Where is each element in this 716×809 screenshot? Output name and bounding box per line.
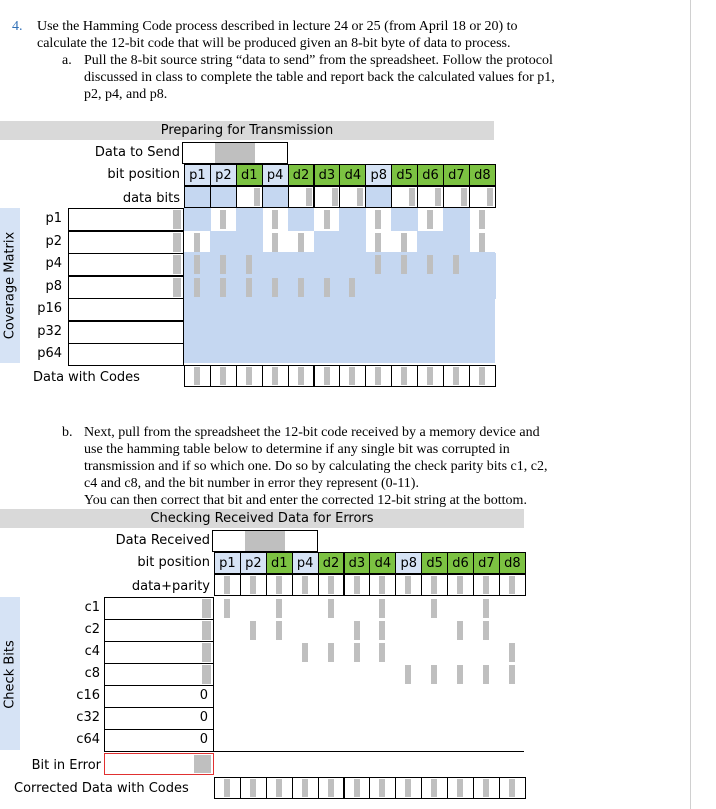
data-parity-label: data+parity <box>131 579 210 594</box>
coverage-gap-2-p8 <box>375 233 381 252</box>
bit-position-p4: p4 <box>292 552 319 574</box>
part-a-line-1: Pull the 8-bit source string “data to send” from the spreadsheet. Follow the protocol <box>84 53 553 68</box>
coverage-gap-8-p4 <box>272 278 278 297</box>
coverage-2-d1 <box>236 231 263 254</box>
coverage-gap-4-d6 <box>427 255 433 274</box>
coverage-gap-1-p8 <box>375 210 381 229</box>
bit-position-p8: p8 <box>365 164 392 186</box>
check-mark-2-d3 <box>354 621 360 640</box>
intro-line-1: Use the Hamming Code process described in lecture 24 or 25 (from April 18 or 20) to <box>37 19 518 34</box>
data-bit-value-d3 <box>332 188 338 206</box>
coverage-gap-1-p4 <box>272 210 278 229</box>
data-parity-value-d2 <box>328 576 334 594</box>
bit-position-d8: d8 <box>499 552 526 574</box>
data-to-send-label: Data to Send <box>94 145 180 160</box>
code-value-d1 <box>276 779 282 797</box>
data-bit-value-d4 <box>357 188 363 206</box>
code-value-d6 <box>427 367 433 385</box>
check-mark-8-d7 <box>483 665 489 684</box>
check-bar-c4 <box>202 643 211 662</box>
check-mark-8-d5 <box>431 665 437 684</box>
coverage-gap-2-d2 <box>298 233 304 252</box>
code-value-d8 <box>479 367 485 385</box>
check-mark-4-d3 <box>354 643 360 662</box>
coverage-gap-4-d5 <box>401 255 407 274</box>
row-value-bar-p4 <box>173 255 181 274</box>
check-bar-c2 <box>202 621 211 640</box>
data-parity-value-p1 <box>224 576 230 594</box>
code-value-d4 <box>349 367 355 385</box>
bit-position-d3: d3 <box>344 552 371 574</box>
coverage-gap-1-d3 <box>324 210 330 229</box>
bit-position-d2: d2 <box>318 552 345 574</box>
row-value-p1[interactable] <box>68 208 184 231</box>
coverage-1-d4 <box>339 208 366 231</box>
coverage-2-d4 <box>339 231 366 254</box>
data-bit-cell-p2[interactable] <box>210 186 237 208</box>
data-parity-value-d7 <box>483 576 489 594</box>
check-value-c8[interactable] <box>104 663 214 686</box>
bit-position-d8: d8 <box>469 164 496 186</box>
intro-line-2: calculate the 12-bit code that will be produced given an 8-bit byte of data to process. <box>37 36 511 51</box>
check-mark-1-d2 <box>328 599 334 618</box>
coverage-gap-4-p2 <box>220 255 226 274</box>
bit-position-d2: d2 <box>288 164 315 186</box>
code-value-d3 <box>324 367 330 385</box>
data-bit-value-d6 <box>435 188 441 206</box>
bit-position-p4: p4 <box>262 164 289 186</box>
row-label-p1: p1 <box>45 211 62 226</box>
row-value-p64[interactable] <box>68 343 184 366</box>
check-mark-2-p2 <box>250 621 256 640</box>
check-mark-1-p1 <box>224 599 230 618</box>
check-label-c16: c16 <box>76 688 100 703</box>
coverage-2-d7 <box>443 231 470 254</box>
bit-position-d3: d3 <box>314 164 341 186</box>
bit-position-d7: d7 <box>443 164 470 186</box>
code-value-p8 <box>405 779 411 797</box>
data-bit-value-d8 <box>487 188 493 206</box>
check-number-c64: 0 <box>199 732 208 747</box>
coverage-4-d3 <box>314 253 341 276</box>
coverage-2-d3 <box>314 231 341 254</box>
data-bits-label: data bits <box>122 191 180 206</box>
data-parity-value-d6 <box>457 576 463 594</box>
check-mark-2-d6 <box>457 621 463 640</box>
coverage-gap-4-p8 <box>375 255 381 274</box>
coverage-gap-4-d7 <box>453 255 459 274</box>
check-mark-2-d7 <box>483 621 489 640</box>
check-bits-label: Check Bits <box>2 640 18 709</box>
part-b-line-2: use the hamming table below to determine if any single bit was corrupted in <box>84 442 510 457</box>
page-edge <box>690 0 691 809</box>
coverage-8-d8 <box>469 276 496 299</box>
check-mark-1-d1 <box>276 599 282 618</box>
coverage-2-d6 <box>417 231 444 254</box>
row-value-p2[interactable] <box>68 231 184 254</box>
data-parity-value-d8 <box>509 576 515 594</box>
data-to-send-value <box>215 143 255 163</box>
part-b-line-4: c4 and c8, and the bit number in error they represent (0-11). <box>84 476 419 491</box>
coverage-1-p1 <box>184 208 211 231</box>
check-mark-1-d5 <box>431 599 437 618</box>
check-label-c1: c1 <box>84 600 100 615</box>
bit-position-d4: d4 <box>369 552 396 574</box>
bit-position-d6: d6 <box>417 164 444 186</box>
table-b-bottom-rule <box>214 751 524 752</box>
check-label-c2: c2 <box>84 622 100 637</box>
data-parity-value-d5 <box>431 576 437 594</box>
coverage-2-p2 <box>210 231 237 254</box>
coverage-gap-8-p2 <box>220 278 226 297</box>
bit-position-d4: d4 <box>339 164 366 186</box>
code-value-d5 <box>431 779 437 797</box>
check-bar-c1 <box>202 599 211 618</box>
coverage-gap-4-p1 <box>194 255 200 274</box>
coverage-1-d1 <box>236 208 263 231</box>
code-value-p8 <box>375 367 381 385</box>
coverage-matrix-label: Coverage Matrix <box>2 231 18 340</box>
check-mark-4-d2 <box>328 643 334 662</box>
corrected-data-label: Corrected Data with Codes <box>14 781 189 796</box>
coverage-gap-1-d6 <box>427 210 433 229</box>
coverage-gap-8-d4 <box>349 278 355 297</box>
bit-position-p2: p2 <box>240 552 267 574</box>
part-b-line-3: transmission and if so which one. Do so by calculating the check parity bits c1, c2, <box>84 459 548 474</box>
code-value-d1 <box>246 367 252 385</box>
bit-position-p1: p1 <box>214 552 241 574</box>
data-bit-value-d1 <box>254 188 260 206</box>
check-mark-1-d7 <box>483 599 489 618</box>
coverage-gap-2-d5 <box>401 233 407 252</box>
check-mark-2-d4 <box>379 621 385 640</box>
part-a-line-2: discussed in class to complete the table and report back the calculated values for p1, <box>84 70 555 85</box>
part-a-line-3: p2, p4, and p8. <box>84 87 168 102</box>
table-b-title: Checking Received Data for Errors <box>0 509 524 528</box>
code-value-p1 <box>194 367 200 385</box>
bit-position-label-a: bit position <box>107 167 180 182</box>
coverage-1-d5 <box>391 208 418 231</box>
bit-position-label-b: bit position <box>137 555 210 570</box>
row-label-p64: p64 <box>37 346 62 361</box>
data-bit-value-d2 <box>306 188 312 206</box>
coverage-4-p4 <box>262 253 289 276</box>
code-value-d8 <box>509 779 515 797</box>
code-value-p2 <box>250 779 256 797</box>
coverage-gap-2-p4 <box>272 233 278 252</box>
check-label-c64: c64 <box>76 732 100 747</box>
check-mark-2-d1 <box>276 621 282 640</box>
part-b-line-5: You can then correct that bit and enter the corrected 12-bit string at the bottom. <box>84 493 527 508</box>
check-label-c8: c8 <box>84 666 100 681</box>
check-value-c1[interactable] <box>104 597 214 620</box>
coverage-8-d7 <box>443 276 470 299</box>
data-parity-value-d3 <box>354 576 360 594</box>
data-parity-value-d1 <box>276 576 282 594</box>
question-number: 4. <box>12 19 23 34</box>
bit-position-d5: d5 <box>391 164 418 186</box>
check-label-c32: c32 <box>76 710 100 725</box>
row-value-bar-p1 <box>173 210 181 229</box>
coverage-gap-1-d8 <box>479 210 485 229</box>
code-value-d6 <box>457 779 463 797</box>
bit-position-d5: d5 <box>421 552 448 574</box>
code-value-d7 <box>453 367 459 385</box>
code-value-d7 <box>483 779 489 797</box>
check-bar-c8 <box>202 665 211 684</box>
coverage-gap-8-d3 <box>324 278 330 297</box>
coverage-gap-8-p1 <box>194 278 200 297</box>
part-b-line-1: Next, pull from the spreadsheet the 12-bit code received by a memory device and <box>84 425 540 440</box>
row-value-p4[interactable] <box>68 253 184 276</box>
bit-position-p1: p1 <box>184 164 211 186</box>
row-label-p32: p32 <box>37 323 62 339</box>
check-value-c4[interactable] <box>104 641 214 664</box>
data-bit-cell-p4[interactable] <box>262 186 289 208</box>
bit-in-error-value <box>194 755 211 773</box>
data-bit-value-d7 <box>461 188 467 206</box>
bit-in-error-label: Bit in Error <box>31 758 101 773</box>
bit-position-p2: p2 <box>210 164 237 186</box>
data-bit-value-d5 <box>409 188 415 206</box>
coverage-gap-2-p1 <box>194 233 200 252</box>
data-received-label: Data Received <box>115 533 210 548</box>
data-bit-cell-p1[interactable] <box>184 186 211 208</box>
coverage-gap-8-d2 <box>298 278 304 297</box>
bit-position-d7: d7 <box>473 552 500 574</box>
row-value-bar-p8 <box>173 278 181 297</box>
coverage-8-d5 <box>391 276 418 299</box>
row-label-p16: p16 <box>37 301 62 316</box>
data-parity-value-p8 <box>405 576 411 594</box>
data-parity-value-p4 <box>302 576 308 594</box>
code-value-p2 <box>220 367 226 385</box>
coverage-8-d6 <box>417 276 444 299</box>
part-a-marker: a. <box>62 53 72 68</box>
row-label-p2: p2 <box>45 233 62 249</box>
bit-position-d1: d1 <box>236 164 263 186</box>
part-b-marker: b. <box>62 425 73 440</box>
bit-position-d6: d6 <box>447 552 474 574</box>
coverage-4-d2 <box>288 253 315 276</box>
check-mark-8-d8 <box>509 665 515 684</box>
bit-position-p8: p8 <box>395 552 422 574</box>
code-value-d2 <box>328 779 334 797</box>
code-value-p4 <box>302 779 308 797</box>
code-value-d5 <box>401 367 407 385</box>
coverage-gap-1-p2 <box>220 210 226 229</box>
coverage-gap-2-d8 <box>479 233 485 252</box>
row-value-p16[interactable] <box>68 298 184 321</box>
check-label-c4: c4 <box>84 644 100 659</box>
code-value-d4 <box>379 779 385 797</box>
row-value-bar-p2 <box>173 233 181 252</box>
coverage-gap-4-d1 <box>246 255 252 274</box>
check-mark-1-d4 <box>379 599 385 618</box>
check-mark-8-d6 <box>457 665 463 684</box>
code-value-d2 <box>298 367 304 385</box>
coverage-4-d8 <box>469 253 496 276</box>
coverage-gap-8-d1 <box>246 278 252 297</box>
check-mark-4-d8 <box>509 643 515 662</box>
coverage-1-d2 <box>288 208 315 231</box>
table-a-title: Preparing for Transmission <box>0 121 494 140</box>
row-value-p8[interactable] <box>68 276 184 299</box>
coverage-1-d7 <box>443 208 470 231</box>
row-label-p8: p8 <box>45 278 62 294</box>
coverage-4-d4 <box>339 253 366 276</box>
check-mark-8-p8 <box>405 665 411 684</box>
data-received-value <box>245 531 285 551</box>
data-parity-value-p2 <box>250 576 256 594</box>
check-mark-4-d4 <box>379 643 385 662</box>
coverage-8-p8 <box>365 276 392 299</box>
row-label-p4: p4 <box>45 256 62 271</box>
check-mark-4-p4 <box>302 643 308 662</box>
data-bit-cell-p8[interactable] <box>365 186 392 208</box>
code-value-d3 <box>354 779 360 797</box>
row-value-p32[interactable] <box>68 321 184 344</box>
code-value-p1 <box>224 779 230 797</box>
check-value-c2[interactable] <box>104 619 214 642</box>
code-value-p4 <box>272 367 278 385</box>
check-number-c32: 0 <box>199 710 208 725</box>
bit-position-d1: d1 <box>266 552 293 574</box>
data-parity-value-d4 <box>379 576 385 594</box>
check-number-c16: 0 <box>199 688 208 703</box>
data-with-codes-label: Data with Codes <box>33 370 140 385</box>
